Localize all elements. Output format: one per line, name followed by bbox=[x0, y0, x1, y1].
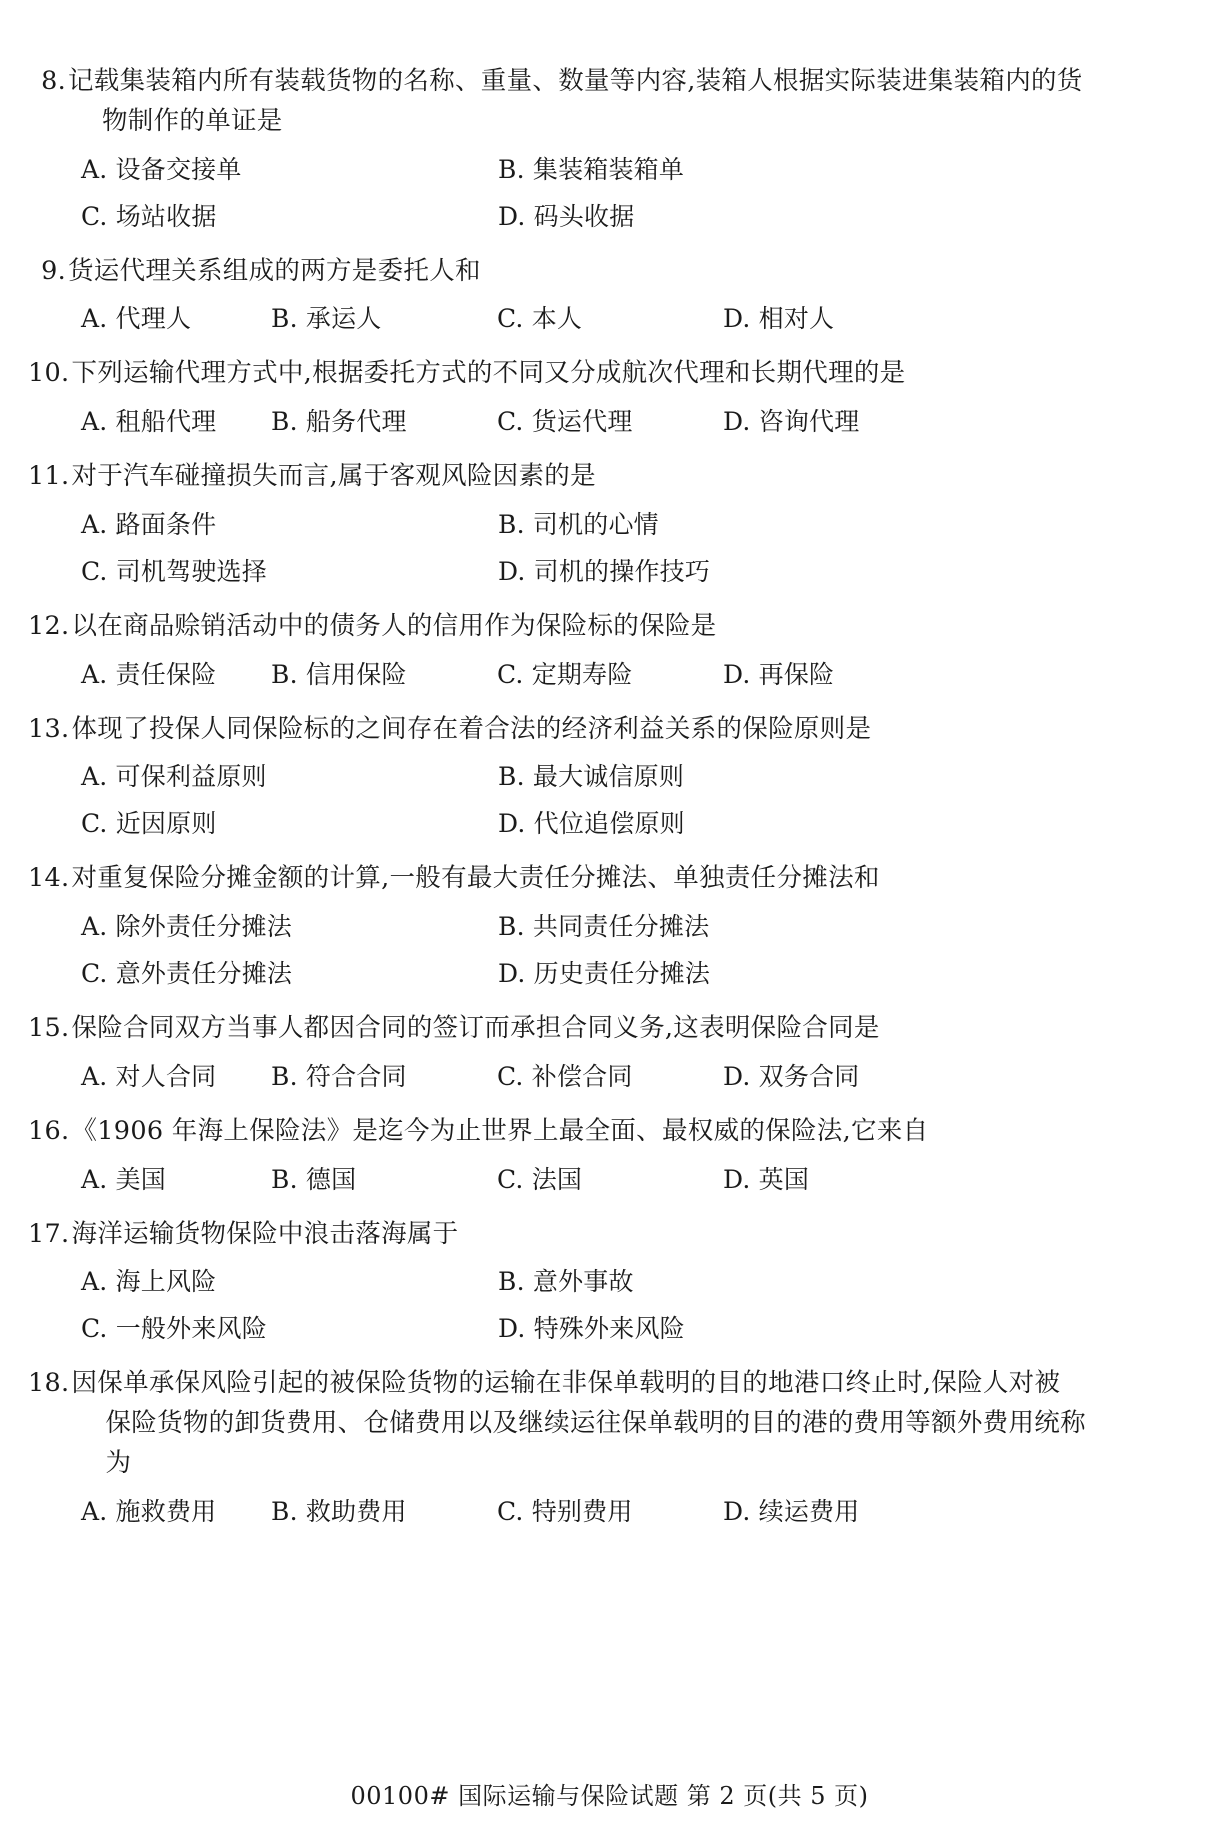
question-item bbox=[28, 710, 1099, 844]
option-row bbox=[28, 758, 1099, 796]
option-b[interactable]: B. 信用保险 bbox=[271, 659, 407, 689]
option-a[interactable]: A. 海上风险 bbox=[81, 1267, 217, 1297]
question-item bbox=[28, 1112, 1099, 1199]
option-b[interactable]: B. 最大诚信原则 bbox=[498, 762, 685, 792]
option-d[interactable]: D. 续运费用 bbox=[723, 1496, 860, 1526]
option-group bbox=[28, 1493, 1099, 1531]
question-number: 9. bbox=[41, 255, 66, 286]
option-c[interactable]: C. 法国 bbox=[497, 1164, 583, 1194]
option-group bbox=[28, 300, 1099, 338]
question-stem bbox=[28, 252, 1099, 292]
option-d[interactable]: D. 咨询代理 bbox=[723, 407, 860, 437]
question-stem bbox=[28, 1215, 1099, 1255]
question-text-line1: 记载集装箱内所有装载货物的名称、重量、数量等内容,装箱人根据实际装进集装箱内的货 bbox=[68, 66, 1083, 96]
question-number: 15. bbox=[28, 1013, 70, 1044]
option-group bbox=[28, 506, 1099, 591]
question-list bbox=[28, 62, 1099, 1531]
option-d[interactable]: D. 特殊外来风险 bbox=[498, 1314, 685, 1344]
question-item bbox=[28, 1215, 1099, 1349]
question-text bbox=[68, 62, 1099, 142]
question-stem bbox=[28, 859, 1099, 899]
option-row bbox=[28, 1058, 1099, 1096]
option-c[interactable]: C. 本人 bbox=[497, 304, 583, 334]
question-text: 海洋运输货物保险中浪击落海属于 bbox=[71, 1218, 459, 1249]
question-text-line1: 因保单承保风险引起的被保险货物的运输在非保单载明的目的地港口终止时,保险人对被 bbox=[71, 1368, 1061, 1399]
option-b[interactable]: B. 救助费用 bbox=[271, 1496, 407, 1526]
question-number: 17. bbox=[28, 1218, 70, 1249]
option-row bbox=[28, 955, 1099, 993]
option-b[interactable]: B. 集装箱装箱单 bbox=[498, 154, 685, 184]
option-row bbox=[28, 805, 1099, 843]
option-row bbox=[28, 506, 1099, 544]
question-stem bbox=[28, 354, 1099, 394]
option-a[interactable]: A. 责任保险 bbox=[81, 659, 217, 689]
option-group bbox=[28, 1161, 1099, 1199]
question-item bbox=[28, 354, 1099, 441]
option-b[interactable]: B. 司机的心情 bbox=[498, 509, 659, 539]
question-item bbox=[28, 1364, 1099, 1530]
option-row bbox=[28, 151, 1099, 189]
question-number: 11. bbox=[28, 461, 70, 492]
option-a[interactable]: A. 美国 bbox=[81, 1164, 166, 1194]
footer-text: 00100# 国际运输与保险试题 第 2 页(共 5 页) bbox=[350, 1782, 869, 1810]
option-group bbox=[28, 1263, 1099, 1348]
question-item bbox=[28, 859, 1099, 993]
question-stem bbox=[28, 62, 1099, 142]
option-row bbox=[28, 198, 1099, 236]
question-number: 8. bbox=[41, 66, 66, 96]
option-c[interactable]: C. 定期寿险 bbox=[497, 659, 633, 689]
option-a[interactable]: A. 代理人 bbox=[81, 304, 192, 334]
question-text: 对重复保险分摊金额的计算,一般有最大责任分摊法、单独责任分摊法和 bbox=[71, 863, 880, 894]
option-a[interactable]: A. 路面条件 bbox=[81, 509, 217, 539]
option-a[interactable]: A. 对人合同 bbox=[81, 1061, 217, 1091]
option-a[interactable]: A. 除外责任分摊法 bbox=[81, 912, 292, 942]
question-text: 《1906 年海上保险法》是迄今为止世界上最全面、最权威的保险法,它来自 bbox=[71, 1115, 929, 1146]
question-stem bbox=[28, 1364, 1099, 1483]
option-d[interactable]: D. 码头收据 bbox=[498, 201, 635, 231]
option-c[interactable]: C. 场站收据 bbox=[81, 201, 217, 231]
question-stem bbox=[28, 1009, 1099, 1049]
option-c[interactable]: C. 司机驾驶选择 bbox=[81, 556, 267, 586]
question-stem bbox=[28, 607, 1099, 647]
option-row bbox=[28, 300, 1099, 338]
question-stem bbox=[28, 1112, 1099, 1152]
option-c[interactable]: C. 意外责任分摊法 bbox=[81, 959, 293, 989]
question-number: 12. bbox=[28, 610, 70, 641]
question-stem bbox=[28, 457, 1099, 497]
question-text: 货运代理关系组成的两方是委托人和 bbox=[68, 255, 481, 286]
question-text: 体现了投保人同保险标的之间存在着合法的经济利益关系的保险原则是 bbox=[71, 713, 872, 744]
question-item bbox=[28, 457, 1099, 591]
option-b[interactable]: B. 船务代理 bbox=[271, 407, 407, 437]
question-text-line2: 保险货物的卸货费用、仓储费用以及继续运往保单载明的目的港的费用等额外费用统称为 bbox=[105, 1408, 1086, 1478]
option-b[interactable]: B. 承运人 bbox=[271, 304, 382, 334]
option-b[interactable]: B. 符合合同 bbox=[271, 1061, 407, 1091]
option-a[interactable]: A. 租船代理 bbox=[81, 407, 217, 437]
option-d[interactable]: D. 历史责任分摊法 bbox=[498, 959, 711, 989]
question-stem bbox=[28, 710, 1099, 750]
option-c[interactable]: C. 一般外来风险 bbox=[81, 1314, 267, 1344]
option-group bbox=[28, 656, 1099, 694]
question-item bbox=[28, 607, 1099, 694]
question-text: 对于汽车碰撞损失而言,属于客观风险因素的是 bbox=[71, 461, 596, 492]
option-a[interactable]: A. 施救费用 bbox=[81, 1496, 217, 1526]
question-number: 13. bbox=[28, 713, 70, 744]
option-row bbox=[28, 1263, 1099, 1301]
question-text: 以在商品赊销活动中的债务人的信用作为保险标的保险是 bbox=[71, 610, 717, 641]
option-row bbox=[28, 1161, 1099, 1199]
option-d[interactable]: D. 英国 bbox=[723, 1164, 810, 1194]
question-text: 下列运输代理方式中,根据委托方式的不同又分成航次代理和长期代理的是 bbox=[71, 358, 906, 389]
option-c[interactable]: C. 特别费用 bbox=[497, 1496, 633, 1526]
question-text bbox=[71, 1364, 1099, 1483]
question-item bbox=[28, 1009, 1099, 1096]
question-text-line2: 物制作的单证是 bbox=[102, 105, 283, 136]
option-d[interactable]: D. 再保险 bbox=[723, 659, 835, 689]
option-d[interactable]: D. 相对人 bbox=[723, 304, 835, 334]
option-group bbox=[28, 758, 1099, 843]
option-c[interactable]: C. 货运代理 bbox=[497, 407, 633, 437]
option-row bbox=[28, 1310, 1099, 1348]
option-group bbox=[28, 908, 1099, 993]
option-c[interactable]: C. 近因原则 bbox=[81, 809, 217, 839]
option-c[interactable]: C. 补偿合同 bbox=[497, 1061, 633, 1091]
option-group bbox=[28, 1058, 1099, 1096]
question-item bbox=[28, 62, 1099, 236]
page-footer bbox=[0, 1776, 1219, 1811]
option-d[interactable]: D. 代位追偿原则 bbox=[498, 809, 685, 839]
option-row bbox=[28, 656, 1099, 694]
option-group bbox=[28, 151, 1099, 236]
option-row bbox=[28, 403, 1099, 441]
option-a[interactable]: A. 可保利益原则 bbox=[81, 762, 267, 792]
option-d[interactable]: D. 双务合同 bbox=[723, 1061, 860, 1091]
option-row bbox=[28, 1493, 1099, 1531]
question-text: 保险合同双方当事人都因合同的签订而承担合同义务,这表明保险合同是 bbox=[71, 1013, 880, 1044]
option-a[interactable]: A. 设备交接单 bbox=[81, 154, 242, 184]
option-d[interactable]: D. 司机的操作技巧 bbox=[498, 556, 711, 586]
option-group bbox=[28, 403, 1099, 441]
option-row bbox=[28, 908, 1099, 946]
question-number: 10. bbox=[28, 358, 70, 389]
question-item bbox=[28, 252, 1099, 339]
option-b[interactable]: B. 德国 bbox=[271, 1164, 357, 1194]
option-row bbox=[28, 553, 1099, 591]
question-number: 18. bbox=[28, 1368, 70, 1399]
question-number: 14. bbox=[28, 863, 70, 894]
option-b[interactable]: B. 意外事故 bbox=[498, 1267, 634, 1297]
question-number: 16. bbox=[28, 1115, 70, 1146]
option-b[interactable]: B. 共同责任分摊法 bbox=[498, 912, 710, 942]
